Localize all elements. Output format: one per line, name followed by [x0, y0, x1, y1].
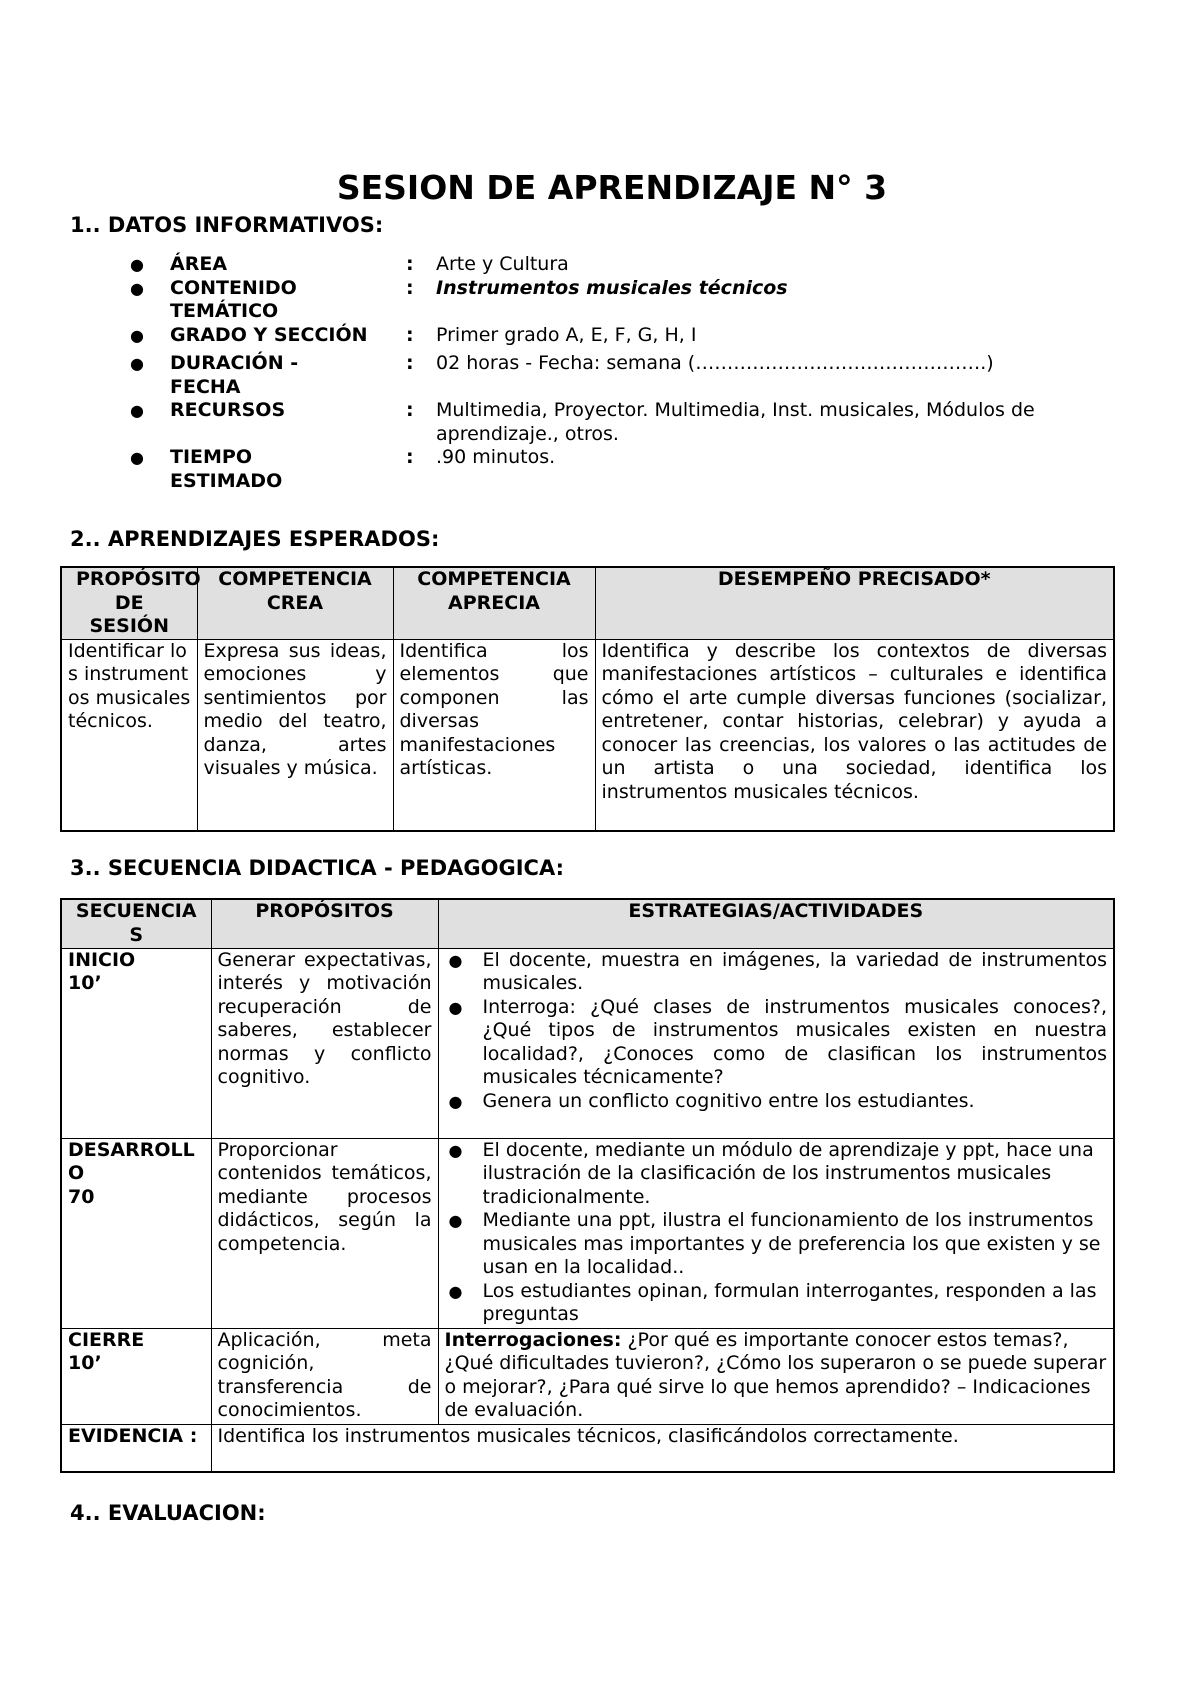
- bullet-icon: ●: [448, 1091, 463, 1111]
- aprendizajes-table: [60, 566, 1115, 832]
- col-header-estrategias: ESTRATEGIAS/ACTIVIDADES: [438, 899, 1114, 948]
- section-4-heading: 4.. EVALUACION:: [70, 1501, 266, 1525]
- list-item: ● Los estudiantes opinan, formulan interrogantes, responden a las preguntas: [448, 1279, 1097, 1325]
- col-header-proposito: PROPÓSITO DE SESIÓN: [61, 567, 197, 639]
- table-row: [61, 639, 1114, 831]
- secuencia-name: DESARROLLO: [68, 1138, 195, 1184]
- info-label: CONTENIDO TEMÁTICO: [170, 276, 297, 322]
- bullet-icon: ●: [130, 278, 144, 298]
- info-label: ÁREA: [170, 253, 228, 275]
- cell-secuencia: [61, 1138, 211, 1328]
- col-header-aprecia: COMPETENCIA APRECIA: [393, 567, 595, 639]
- info-value: .90 minutos.: [436, 446, 556, 468]
- info-value: Instrumentos musicales técnicos: [436, 276, 788, 299]
- col-header-secuencias: SECUENCIAS: [61, 899, 211, 948]
- secuencia-time: 10’: [68, 972, 102, 994]
- table-row-desarrollo: [61, 1138, 1114, 1328]
- cell-proposito: Generar expectativas, interés y motivación recuperación de saberes, establecer normas y conflicto cognitivo.: [211, 948, 438, 1138]
- section-1-heading: 1.. DATOS INFORMATIVOS:: [70, 213, 384, 237]
- cell-evidencia-label: EVIDENCIA :: [61, 1424, 211, 1472]
- col-header-propositos: PROPÓSITOS: [211, 899, 438, 948]
- info-label: DURACIÓN - FECHA: [170, 352, 299, 398]
- bullet-icon: ●: [130, 255, 144, 274]
- secuencia-name: INICIO: [68, 948, 136, 971]
- info-row-recursos: [130, 399, 1110, 446]
- info-colon: :: [406, 446, 414, 468]
- info-row-contenido: [130, 277, 1110, 324]
- info-label: RECURSOS: [170, 399, 286, 421]
- cierre-text: ¿Por qué es importante conocer estos temas?, ¿Qué dificultades tuvieron?, ¿Cómo los superaron o se puede superar o mejorar?, ¿Para qué sirve lo que hemos aprendido? – Indicaciones de evaluación.: [444, 1328, 1107, 1421]
- cell-proposito: Aplicación, meta cognición, transferencia de conocimientos.: [211, 1328, 438, 1424]
- info-row-area: [130, 253, 1110, 277]
- info-colon: :: [406, 253, 414, 275]
- secuencia-time: 10’: [68, 1352, 102, 1374]
- info-row-duracion: [130, 352, 1110, 399]
- bullet-icon: ●: [448, 997, 463, 1017]
- table-header-row: [61, 899, 1114, 948]
- info-label: TIEMPO ESTIMADO: [170, 446, 283, 492]
- list-item: ● Genera un conflicto cognitivo entre los estudiantes.: [448, 1089, 975, 1112]
- cell-evidencia-text: Identifica los instrumentos musicales técnicos, clasificándolos correctamente.: [211, 1424, 1114, 1472]
- cell-proposito: Identificar los instrumentos musicales técnicos.: [61, 639, 197, 831]
- info-value: Arte y Cultura: [436, 253, 569, 275]
- section-2-heading: 2.. APRENDIZAJES ESPERADOS:: [70, 527, 440, 551]
- table-row-evidencia: [61, 1424, 1114, 1472]
- cell-secuencia: [61, 948, 211, 1138]
- secuencia-table: [60, 898, 1115, 1473]
- bullet-icon: ●: [130, 401, 144, 420]
- col-header-crea: COMPETENCIA CREA: [197, 567, 393, 639]
- table-row-cierre: [61, 1328, 1114, 1424]
- section-3-heading: 3.. SECUENCIA DIDACTICA - PEDAGOGICA:: [70, 856, 565, 880]
- document-title: SESION DE APRENDIZAJE N° 3: [336, 168, 888, 207]
- info-value: Multimedia, Proyector. Multimedia, Inst. musicales, Módulos de aprendizaje., otros.: [436, 399, 1035, 445]
- bullet-icon: ●: [448, 1211, 463, 1230]
- table-row-inicio: [61, 948, 1114, 1138]
- info-colon: :: [406, 276, 414, 299]
- info-row-grado: [130, 324, 1110, 348]
- info-colon: :: [406, 352, 414, 374]
- bullet-icon: ●: [130, 354, 144, 373]
- secuencia-name: CIERRE: [68, 1328, 145, 1351]
- col-header-desempeno: DESEMPEÑO PRECISADO*: [595, 567, 1114, 639]
- list-item: ● Mediante una ppt, ilustra el funcionamiento de los instrumentos musicales mas importantes y de preferencia los que existen y se usan en la localidad..: [448, 1209, 1101, 1278]
- cierre-lead: Interrogaciones:: [444, 1328, 622, 1351]
- list-item: ● El docente, mediante un módulo de aprendizaje y ppt, hace una ilustración de la clasificación de los instrumentos musicales tradicionalmente.: [448, 1138, 1094, 1208]
- info-value: 02 horas - Fecha: semana (……………………………………….): [436, 352, 994, 374]
- info-value: Primer grado A, E, F, G, H, I: [436, 323, 697, 346]
- bullet-icon: ●: [448, 1281, 463, 1301]
- list-item: ● Interroga: ¿Qué clases de instrumentos musicales conoces?, ¿Qué tipos de instrumentos musicales existen en nuestra localidad?, ¿Conoces como de clasifican los instrumentos musicales técnicamente?: [448, 995, 1107, 1088]
- secuencia-time: 70: [68, 1185, 95, 1208]
- cell-actividades: [438, 1328, 1114, 1424]
- bullet-icon: ●: [130, 448, 144, 467]
- datos-informativos-list: [130, 253, 1110, 493]
- info-label: GRADO Y SECCIÓN: [170, 323, 368, 346]
- info-colon: :: [406, 399, 414, 421]
- info-colon: :: [406, 323, 414, 346]
- bullet-icon: ●: [448, 1140, 463, 1160]
- list-item: ● El docente, muestra en imágenes, la variedad de instrumentos musicales.: [448, 948, 1107, 994]
- cell-crea: Expresa sus ideas, emociones y sentimientos por medio del teatro, danza, artes visuales y música.: [197, 639, 393, 831]
- cell-actividades: [438, 948, 1114, 1138]
- bullet-icon: ●: [130, 325, 144, 345]
- bullet-icon: ●: [448, 950, 463, 970]
- cell-proposito: Proporcionar contenidos temáticos, mediante procesos didácticos, según la competencia.: [211, 1138, 438, 1328]
- cell-secuencia: [61, 1328, 211, 1424]
- info-row-tiempo: [130, 446, 1110, 493]
- table-header-row: [61, 567, 1114, 639]
- cell-desempeno: Identifica y describe los contextos de diversas manifestaciones artísticos – culturales e identifica cómo el arte cumple diversas funciones (socializar, entretener, contar historias, celebrar) y ayuda a conocer las creencias, los valores o las actitudes de un artista o una sociedad, identifica los instrumentos musicales técnicos.: [595, 639, 1114, 831]
- cell-aprecia: Identifica los elementos que componen las diversas manifestaciones artísticas.: [393, 639, 595, 831]
- cell-actividades: [438, 1138, 1114, 1328]
